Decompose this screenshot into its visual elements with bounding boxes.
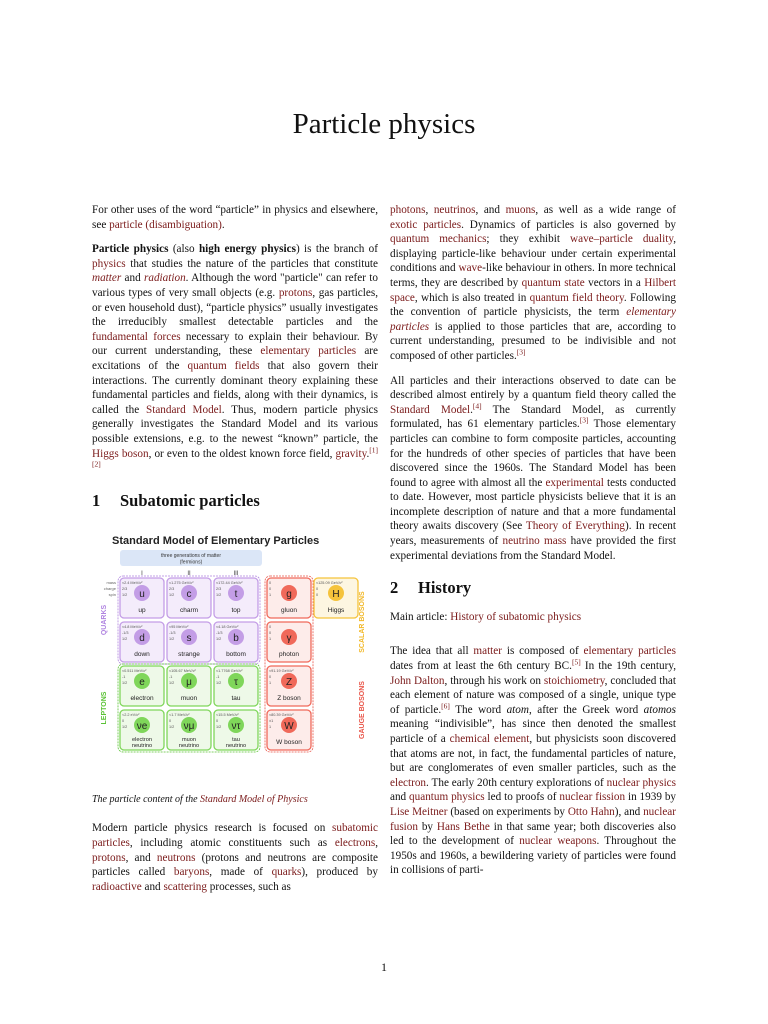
text-run: For other uses of the word “particle” in physics and elsewhere, see <box>92 204 378 231</box>
wiki-link[interactable]: quantum state <box>521 276 585 289</box>
particle-symbol: e <box>139 677 145 689</box>
particle-name: electron <box>132 737 152 744</box>
text-run: , as well as a wide range of <box>535 204 677 216</box>
text-run: . Although the word "particle" can refer to various types of very small objects (e.g. <box>92 272 378 299</box>
particle-mass: ≈4.8 MeV/c² <box>122 625 143 630</box>
wiki-link[interactable]: gravity <box>335 447 367 460</box>
text-run: that studies the nature of the particles that constitute <box>125 257 378 270</box>
particle-name: strange <box>178 651 200 659</box>
text-run: and <box>121 272 145 285</box>
particle-spin: 1/2 <box>169 725 175 730</box>
text-run: , or even to the oldest known force field, <box>148 447 336 460</box>
wiki-link[interactable]: Theory of Everything <box>525 520 626 533</box>
left-column <box>92 203 378 904</box>
wiki-link[interactable]: exotic particles <box>390 218 462 231</box>
section-title: History <box>418 578 472 598</box>
intro-paragraph <box>92 242 378 476</box>
text-run: vectors in a <box>584 276 645 289</box>
wiki-link[interactable]: Hans Bethe <box>436 820 490 833</box>
text-run: high energy physics <box>198 243 296 256</box>
text-run: dates from at least the 6th century BC. <box>390 660 572 673</box>
particle-name-line2: neutrino <box>225 743 247 750</box>
text-run: . The early 20th century explorations of <box>426 776 607 789</box>
particle-charge: 0 <box>316 587 319 592</box>
particle-name-line2: neutrino <box>178 743 200 750</box>
text-run: atomos <box>643 703 676 716</box>
particle-charge: 0 <box>269 587 272 592</box>
wiki-link[interactable]: electrons <box>334 837 376 850</box>
particle-name: bottom <box>226 651 246 659</box>
text-run: . <box>470 403 473 416</box>
text-run: led to proofs of <box>484 791 560 804</box>
text-run: , including atomic constituents such as <box>129 837 335 850</box>
wiki-link[interactable]: physics <box>92 257 126 270</box>
wiki-link[interactable]: matter <box>473 645 502 658</box>
particle-charge: -1/3 <box>122 631 129 636</box>
wiki-link[interactable]: scattering <box>163 880 207 893</box>
generation-numeral: II <box>187 571 191 578</box>
wiki-link[interactable]: fundamental forces <box>92 330 181 343</box>
wiki-link[interactable]: John Dalton <box>390 674 445 687</box>
text-run: The idea that all <box>390 645 474 658</box>
figure-title: Standard Model of Elementary Particles <box>112 535 320 548</box>
gauge-bosons-label: GAUGE BOSONS <box>359 681 366 740</box>
citation-ref[interactable]: [4] <box>472 400 482 410</box>
modern-research-paragraph <box>92 821 378 894</box>
citation-ref[interactable]: [5] <box>571 657 581 667</box>
text-run: and <box>141 880 164 893</box>
text-run: in 1939 by <box>625 791 677 804</box>
text-run: Modern particle physics research is focused on <box>92 822 332 835</box>
particle-symbol: u <box>139 589 145 601</box>
text-run: The word <box>449 703 507 716</box>
hatnote <box>92 203 378 232</box>
wiki-link[interactable]: Standard Model <box>390 403 471 416</box>
particle-name: muon <box>182 737 196 744</box>
particle-spin: 1/2 <box>122 637 128 642</box>
wiki-link[interactable]: quantum field theory <box>529 291 624 304</box>
particle-name: down <box>134 651 150 659</box>
wiki-link[interactable]: nuclear fusion <box>390 805 676 833</box>
particle-mass: ≈125.09 GeV/c² <box>316 581 343 586</box>
text-run: ) is the branch of <box>295 243 378 256</box>
text-run: ), produced by <box>301 866 378 879</box>
particle-spin: 1 <box>269 681 272 686</box>
particle-charge: 2/3 <box>122 587 128 592</box>
particle-symbol: ντ <box>231 721 241 733</box>
text-run: In the 19th century, <box>580 660 676 673</box>
particle-name: muon <box>180 695 198 703</box>
particle-spin: 1/2 <box>122 681 128 686</box>
wiki-link[interactable]: protons <box>92 851 126 864</box>
particle-spin: 1 <box>269 637 272 642</box>
particle-spin: 1 <box>269 725 272 730</box>
text-run: ), and <box>614 805 644 818</box>
fermions-label: (fermions) <box>179 559 203 566</box>
wiki-link[interactable]: subatomic particles <box>92 822 378 850</box>
row-key-label: spin <box>108 592 116 598</box>
text-run: , after the Greek word <box>528 703 644 716</box>
wiki-link[interactable]: elementary particles <box>583 645 676 658</box>
particle-spin: 0 <box>316 593 319 598</box>
particle-name: Z boson <box>277 695 301 703</box>
text-run: Particle physics <box>92 243 169 256</box>
wiki-link[interactable]: electron <box>390 776 427 789</box>
particle-charge: 0 <box>169 719 172 724</box>
wiki-link[interactable]: baryons <box>173 866 210 879</box>
main-article-note <box>390 610 676 625</box>
particle-charge: -1 <box>122 675 126 680</box>
particle-name: W boson <box>276 739 302 747</box>
standard-model-diagram <box>92 530 378 780</box>
particle-spin: 1/2 <box>169 681 175 686</box>
wiki-link[interactable]: muons <box>505 204 536 216</box>
particle-symbol: t <box>234 589 238 601</box>
figure-caption <box>92 793 378 808</box>
text-run: and <box>390 791 410 804</box>
particle-mass: <2.2 eV/c² <box>122 713 140 718</box>
wiki-link[interactable]: elementary particles <box>390 306 676 333</box>
particle-spin: 1/2 <box>216 681 222 686</box>
text-run: necessary to explain their behaviour. By our current understanding, these <box>92 330 378 358</box>
citation-ref[interactable]: [1][2] <box>92 444 378 469</box>
text-run: , concluded that each element of nature was composed of a single, unique type of particle. <box>390 674 677 716</box>
text-run: that also govern their interactions. The currently dominant theory explaining these fundamental particles and fields, along with their dynamics, is called the <box>92 359 378 416</box>
particle-spin: 1/2 <box>122 593 128 598</box>
text-run: tests conducted to date. However, most particle physicists believe that it is an incomplete description of nature and that a more fundamental theory awaits discovery (See <box>390 476 676 533</box>
standard-model-figure <box>92 530 378 785</box>
particle-mass: ≈80.39 GeV/c² <box>269 713 294 718</box>
particle-charge: 0 <box>269 675 272 680</box>
section-title: Subatomic particles <box>120 490 260 510</box>
particle-mass: ≈1.7768 GeV/c² <box>216 669 243 674</box>
particle-symbol: W <box>284 721 294 733</box>
wiki-link[interactable]: stoichiometry <box>543 674 605 687</box>
wiki-link[interactable]: History of subatomic physics <box>450 610 582 623</box>
wiki-link[interactable]: neutrons <box>156 851 196 864</box>
generations-label: three generations of matter <box>160 553 222 560</box>
text-run: (based on experiments by <box>447 805 568 818</box>
particle-spin: 1/2 <box>216 725 222 730</box>
row-key-label: charge <box>103 586 116 592</box>
wiki-link[interactable]: neutrinos <box>433 204 476 216</box>
wiki-link[interactable]: quantum physics <box>409 791 485 804</box>
particle-mass: ≈172.44 GeV/c² <box>216 581 243 586</box>
wiki-link[interactable]: Lise Meitner <box>390 805 448 818</box>
particle-spin: 1/2 <box>169 637 175 642</box>
text-run: . Dynamics of particles is also governed by <box>461 218 677 231</box>
wiki-link[interactable]: nuclear weapons <box>519 835 597 848</box>
particle-mass: ≈4.18 GeV/c² <box>216 625 239 630</box>
generation-numeral: III <box>233 571 239 578</box>
text-run: The particle content of the <box>92 793 201 805</box>
particle-symbol: c <box>186 589 192 601</box>
particle-spin: 1/2 <box>122 725 128 730</box>
particle-symbol: μ <box>186 677 192 689</box>
particle-charge: -1/3 <box>216 631 223 636</box>
citation-ref[interactable]: [3] <box>579 415 589 425</box>
wiki-link[interactable]: protons <box>278 286 313 299</box>
particle-charge: 0 <box>122 719 125 724</box>
wiki-link[interactable]: radioactive <box>92 880 142 893</box>
text-run: , made of <box>209 866 272 879</box>
section-number: 2 <box>390 578 399 598</box>
particle-name: charm <box>179 607 199 615</box>
particle-name: top <box>231 607 241 615</box>
text-run: . <box>366 447 370 460</box>
history-paragraph <box>390 644 676 878</box>
particle-mass: 0 <box>269 581 272 586</box>
wiki-link[interactable]: Standard Model of Physics <box>200 793 308 805</box>
particle-charge: 2/3 <box>169 587 175 592</box>
particle-symbol: g <box>286 589 292 601</box>
page-title: Particle physics <box>292 108 476 140</box>
particle-charge: 0 <box>216 719 219 724</box>
particle-symbol: b <box>233 633 239 645</box>
dynamics-paragraph <box>390 203 676 364</box>
generation-numeral: I <box>141 571 143 578</box>
particle-mass: ≈91.19 GeV/c² <box>269 669 294 674</box>
particle-name: tau <box>231 695 241 703</box>
text-run: Those elementary particles can combine to form composite particles, accounting for the hundreds of other species of particles that have been discovered since the 1960s. The Standard Model has been found to agree with almost all the <box>390 418 676 489</box>
text-run: is applied to those particles that are, according to current understanding, presumed to be indivisible and not composed of other particles. <box>390 320 676 362</box>
particle-name-line2: neutrino <box>131 743 153 750</box>
section-number: 1 <box>92 490 101 510</box>
wiki-link[interactable]: Otto Hahn <box>567 805 615 818</box>
text-run: in that same year; both discoveries also led to the development of <box>390 820 677 848</box>
page-number: 1 <box>381 960 387 974</box>
wiki-link[interactable]: chemical element <box>449 733 530 745</box>
particle-symbol: γ <box>286 633 292 645</box>
particle-name: up <box>138 607 146 615</box>
wiki-link[interactable]: Standard Model <box>145 403 222 416</box>
text-run: are excitations of the <box>92 345 378 372</box>
section-heading-history <box>390 578 676 598</box>
wiki-link[interactable]: particle (disambiguation) <box>109 218 222 231</box>
particle-name: photon <box>279 651 299 659</box>
text-run: , <box>375 837 378 850</box>
section-heading-subatomic <box>92 490 378 510</box>
text-run: All particles and their interactions observed to date can be described almost entirely by a quantum field theory called the <box>390 374 676 402</box>
wiki-link[interactable]: Hilbert space <box>390 276 676 304</box>
quarks-label: QUARKS <box>101 605 108 636</box>
wiki-link[interactable]: radiation <box>144 272 186 285</box>
particle-symbol: d <box>139 633 145 645</box>
particle-charge: 2/3 <box>216 587 222 592</box>
particle-charge: ±1 <box>269 719 274 724</box>
particle-spin: 1/2 <box>216 593 222 598</box>
particle-mass: <15.5 MeV/c² <box>216 713 239 718</box>
text-run: . Throughout the 1950s and 1960s, a bewildering variety of particles were found in collisions of parti- <box>390 835 676 877</box>
text-run: , through his work on <box>444 674 544 687</box>
particle-charge: -1 <box>169 675 173 680</box>
text-run: . <box>221 218 225 231</box>
wiki-link[interactable]: photons <box>390 204 426 216</box>
standard-model-paragraph <box>390 374 676 564</box>
particle-name: Higgs <box>327 607 345 615</box>
particle-symbol: H <box>332 589 340 601</box>
text-run: processes, such as <box>206 880 291 893</box>
text-run: The Standard Model, as currently formulated, has 61 elementary particles. <box>390 403 676 431</box>
text-run: (protons and neutrons are composite particles called <box>92 851 378 879</box>
particle-spin: 1 <box>269 593 272 598</box>
wiki-link[interactable]: nuclear fission <box>559 791 626 804</box>
scalar-bosons-label: SCALAR BOSONS <box>359 591 366 654</box>
wiki-link[interactable]: wave–particle duality <box>570 233 674 246</box>
particle-mass: 0 <box>269 625 272 630</box>
text-run: . Following the convention of particle physicists, the term <box>390 291 676 319</box>
particle-name: electron <box>130 695 154 703</box>
particle-name: gluon <box>281 607 297 615</box>
particle-symbol: νμ <box>183 721 195 733</box>
text-run: ). In recent years, measurements of <box>390 520 676 548</box>
particle-mass: ≈95 MeV/c² <box>169 625 189 630</box>
particle-mass: ≈1.275 GeV/c² <box>169 581 194 586</box>
text-run: meaning “indivisible”, has since then denoted the smallest particle of a <box>390 718 676 745</box>
text-run: . Thus, modern particle physics generally investigates the Standard Model and its various possible extensions, e.g. to the newest “known” particle, the <box>92 403 379 445</box>
wiki-link[interactable]: quarks <box>271 866 302 879</box>
text-run: , and <box>475 204 506 216</box>
wiki-link[interactable]: quantum mechanics <box>390 233 487 246</box>
wiki-link[interactable]: Higgs boson <box>92 447 149 460</box>
citation-ref[interactable]: [3] <box>516 347 526 357</box>
text-run: have provided the first experimental deviations from the Standard Model. <box>390 535 676 562</box>
particle-symbol: νe <box>136 721 148 733</box>
row-key-label: mass <box>106 580 116 586</box>
particle-spin: 1/2 <box>216 637 222 642</box>
text-run: atom <box>506 703 529 716</box>
text-run: , displaying particle-like behaviour under certain experimental conditions and <box>390 233 676 275</box>
particle-charge: -1/3 <box>169 631 176 636</box>
citation-ref[interactable]: [6] <box>441 701 450 711</box>
wiki-link[interactable]: quantum fields <box>187 359 260 372</box>
particle-charge: 0 <box>269 631 272 636</box>
wiki-link[interactable]: neutrino mass <box>502 535 567 548</box>
wiki-link[interactable]: experimental <box>545 476 604 489</box>
particle-spin: 1/2 <box>169 593 175 598</box>
particle-mass: ≈2.4 MeV/c² <box>122 581 143 586</box>
wiki-link[interactable]: matter <box>92 272 122 285</box>
particle-mass: <1.7 MeV/c² <box>169 713 190 718</box>
particle-symbol: s <box>186 633 192 645</box>
particle-mass: ≈0.511 MeV/c² <box>122 669 147 674</box>
text-run: -like behaviour in others. In more technical terms, they are described by <box>390 262 676 289</box>
text-run: Main article: <box>390 610 451 623</box>
particle-symbol: τ <box>234 677 238 689</box>
text-run: , and <box>125 851 157 864</box>
text-run: , gas particles, or even household dust), “particle physics” usually investigates the irreducibly smallest detectable particles and the <box>92 286 378 329</box>
right-column <box>390 203 676 888</box>
text-run: , which is also treated in <box>414 291 530 304</box>
wiki-link[interactable]: nuclear physics <box>606 776 677 789</box>
text-run: ; they exhibit <box>486 233 571 246</box>
text-run: , but physicists soon discovered that atoms are not, in fact, the fundamental particles of nature, but are conglomerates of even smaller particles, such as the <box>390 733 676 775</box>
text-run: by <box>417 820 437 833</box>
leptons-label: LEPTONS <box>101 691 108 725</box>
text-run: is composed of <box>501 645 584 658</box>
text-run: , <box>425 204 434 216</box>
particle-charge: -1 <box>216 675 220 680</box>
wiki-link[interactable]: wave <box>458 262 483 275</box>
particle-name: tau <box>232 737 240 744</box>
wiki-link[interactable]: elementary particles <box>260 345 357 358</box>
particle-symbol: Z <box>285 677 293 689</box>
particle-mass: ≈105.67 MeV/c² <box>169 669 196 674</box>
text-run: (also <box>168 243 199 256</box>
